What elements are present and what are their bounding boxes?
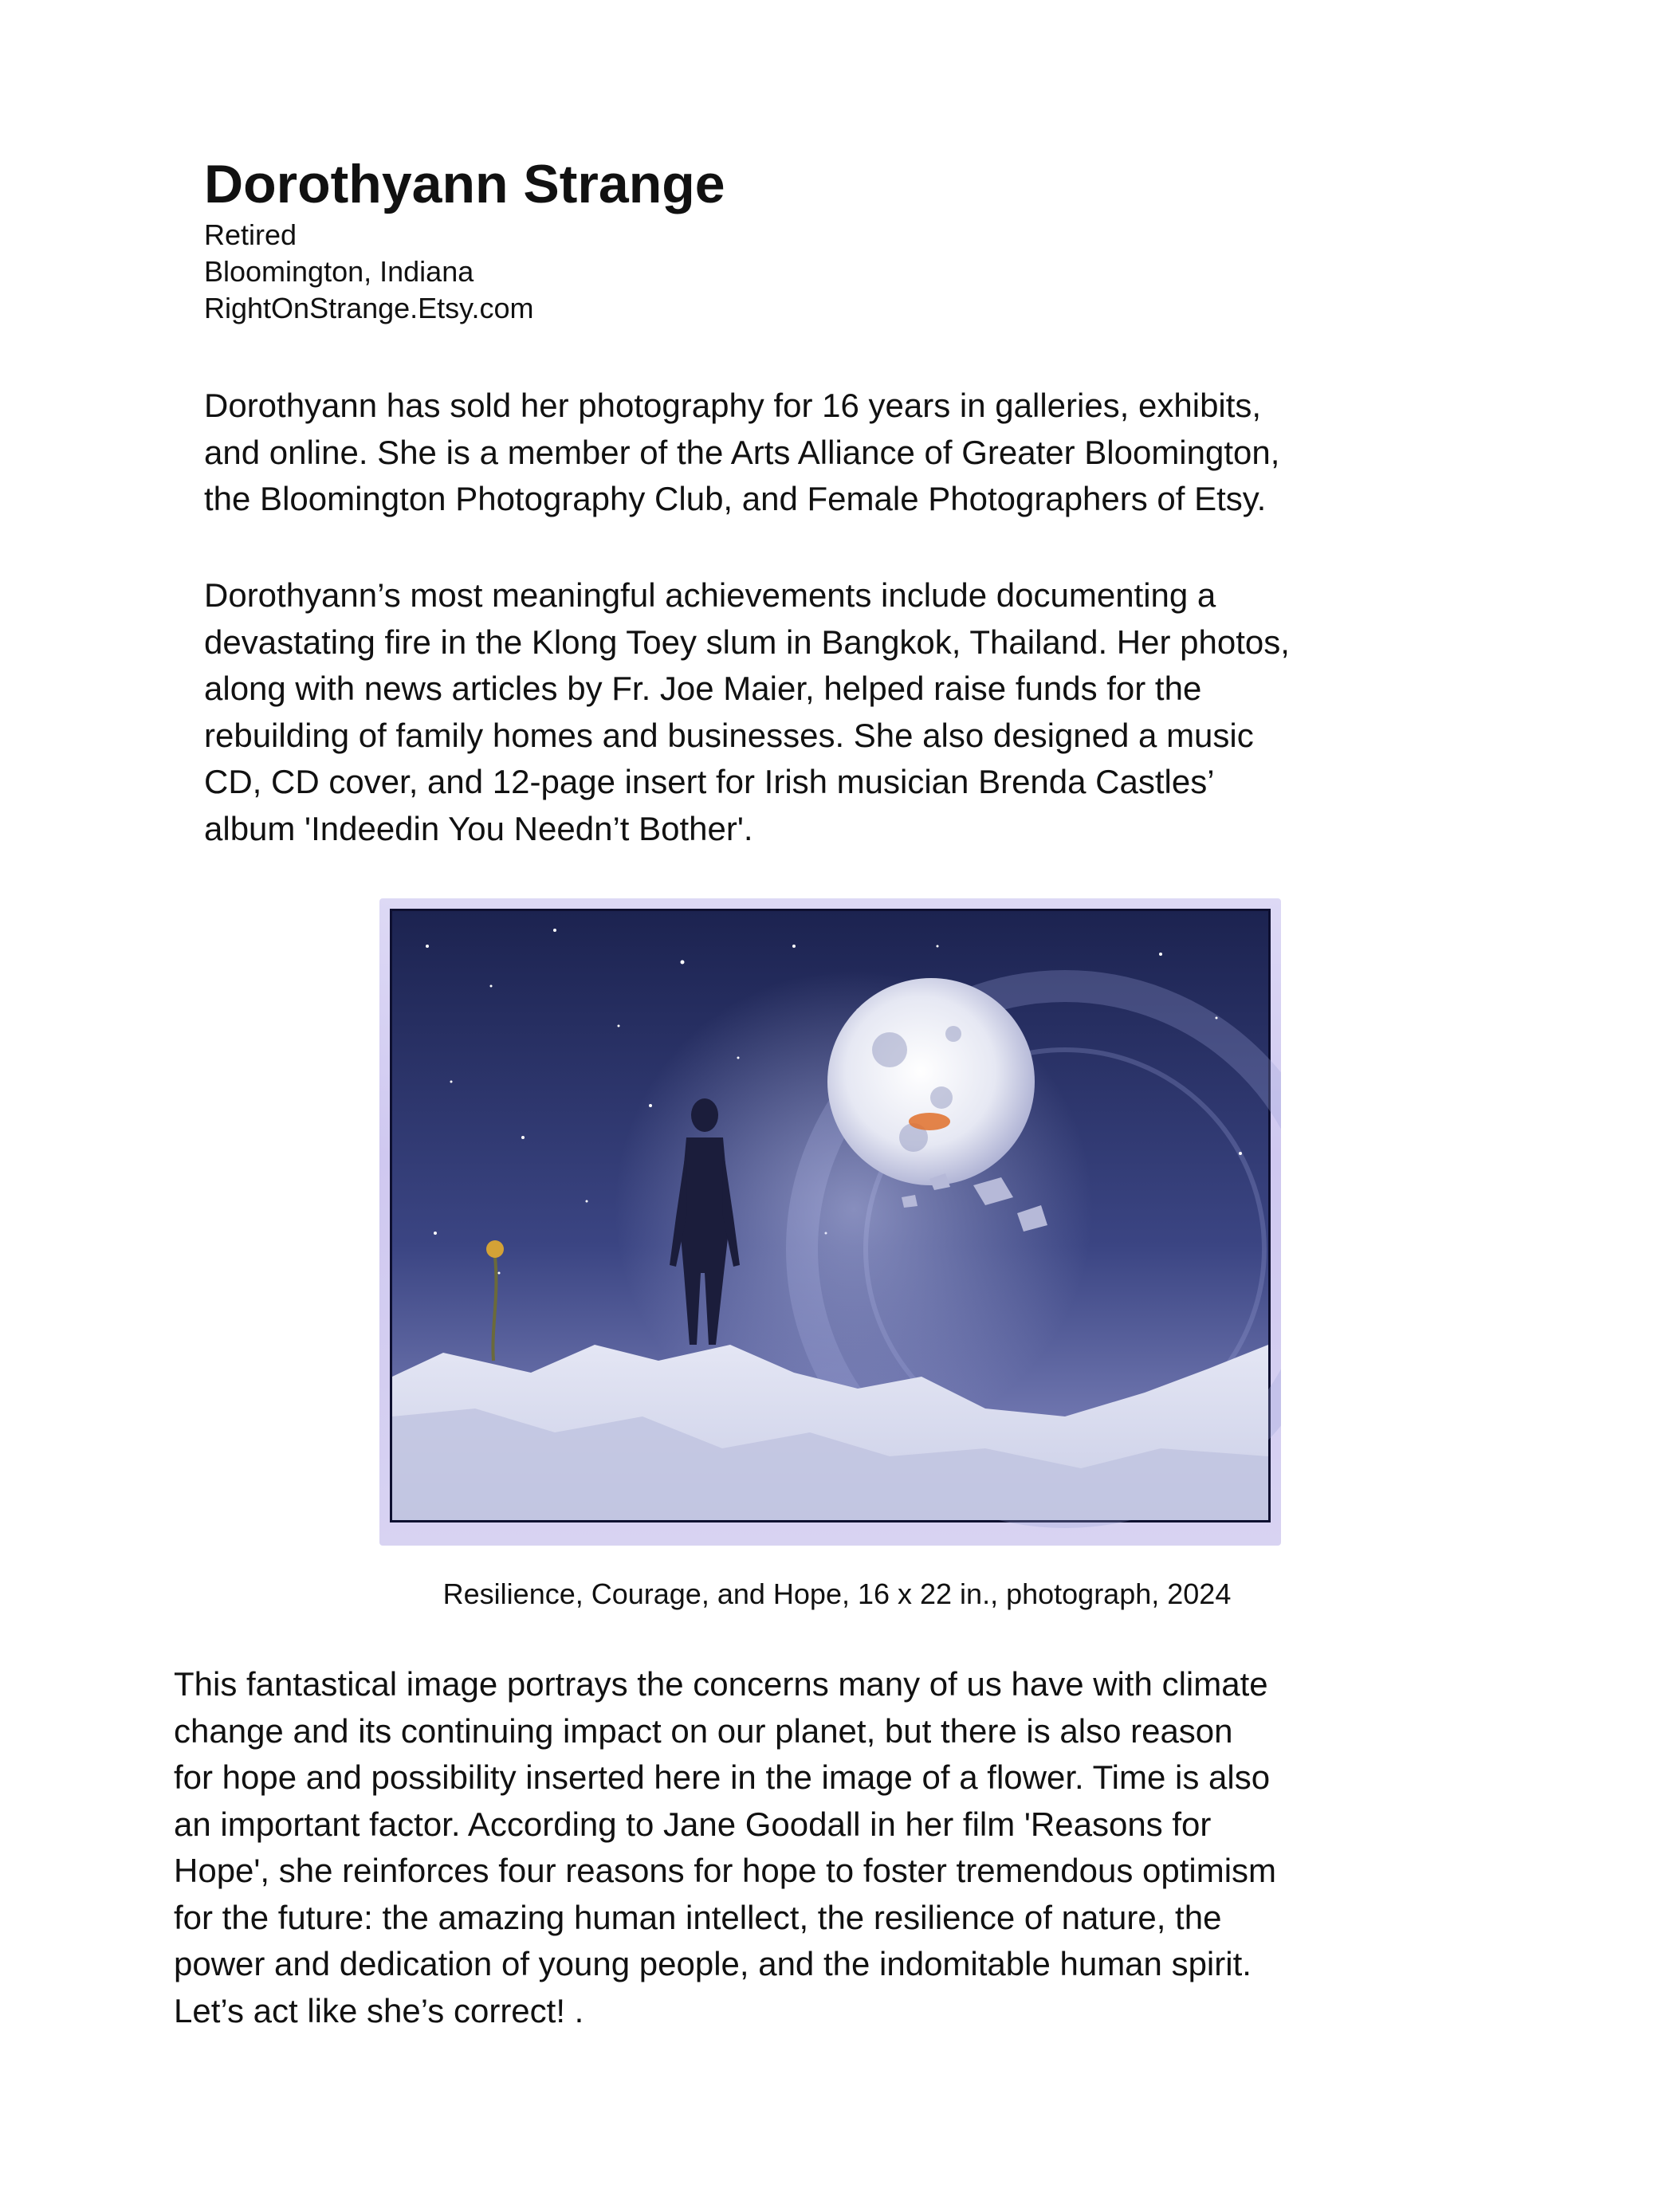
artist-status: Retired bbox=[204, 218, 297, 251]
statement-line: for hope and possibility inserted here in the image of a flower. Time is also bbox=[174, 1758, 1271, 1796]
moon-fire bbox=[909, 1113, 950, 1130]
statement-line: for the future: the amazing human intellect, the resilience of nature, the bbox=[174, 1898, 1222, 1936]
bio-p2-line: album 'Indeedin You Needn’t Bother'. bbox=[204, 809, 753, 847]
statement-line: Let’s act like she’s correct! . bbox=[174, 1991, 584, 2029]
bio-p2-line: Dorothyann’s most meaningful achievements include documenting a bbox=[204, 576, 1216, 614]
statement-line: This fantastical image portrays the concerns many of us have with climate bbox=[174, 1665, 1268, 1703]
profile-header bbox=[204, 151, 1511, 327]
artist-location: Bloomington, Indiana bbox=[204, 255, 474, 288]
statement-line: Hope', she reinforces four reasons for hope to foster tremendous optimism bbox=[174, 1852, 1277, 1889]
bio-p2-line: devastating fire in the Klong Toey slum in Bangkok, Thailand. Her photos, bbox=[204, 623, 1290, 661]
artwork-caption: Resilience, Courage, and Hope, 16 x 22 in., photograph, 2024 bbox=[442, 1577, 1232, 1610]
bio-p2-line: along with news articles by Fr. Joe Maier, helped raise funds for the bbox=[204, 670, 1202, 707]
statement-line: power and dedication of young people, and the indomitable human spirit. bbox=[174, 1945, 1252, 1982]
bio-p1-line: Dorothyann has sold her photography for 16 years in galleries, exhibits, bbox=[204, 387, 1262, 424]
moon bbox=[827, 978, 1035, 1185]
artist-website: RightOnStrange.Etsy.com bbox=[204, 292, 534, 324]
bio-paragraph-1 bbox=[204, 383, 1559, 523]
bio-p2-line: rebuilding of family homes and businesses. She also designed a music bbox=[204, 716, 1254, 754]
bio-paragraph-2 bbox=[204, 572, 1559, 852]
artist-statement bbox=[174, 1661, 1529, 2034]
artwork-frame bbox=[379, 898, 1281, 1546]
bio-p1-line: and online. She is a member of the Arts Alliance of Greater Bloomington, bbox=[204, 433, 1280, 471]
bio-p1-line: the Bloomington Photography Club, and Female Photographers of Etsy. bbox=[204, 480, 1267, 517]
bio-p2-line: CD, CD cover, and 12-page insert for Irish musician Brenda Castles’ bbox=[204, 763, 1215, 800]
statement-line: change and its continuing impact on our planet, but there is also reason bbox=[174, 1711, 1233, 1750]
artwork-photograph bbox=[379, 898, 1281, 1546]
artist-name: Dorothyann Strange bbox=[204, 154, 725, 214]
statement-line: an important factor. According to Jane Goodall in her film 'Reasons for bbox=[174, 1805, 1212, 1843]
